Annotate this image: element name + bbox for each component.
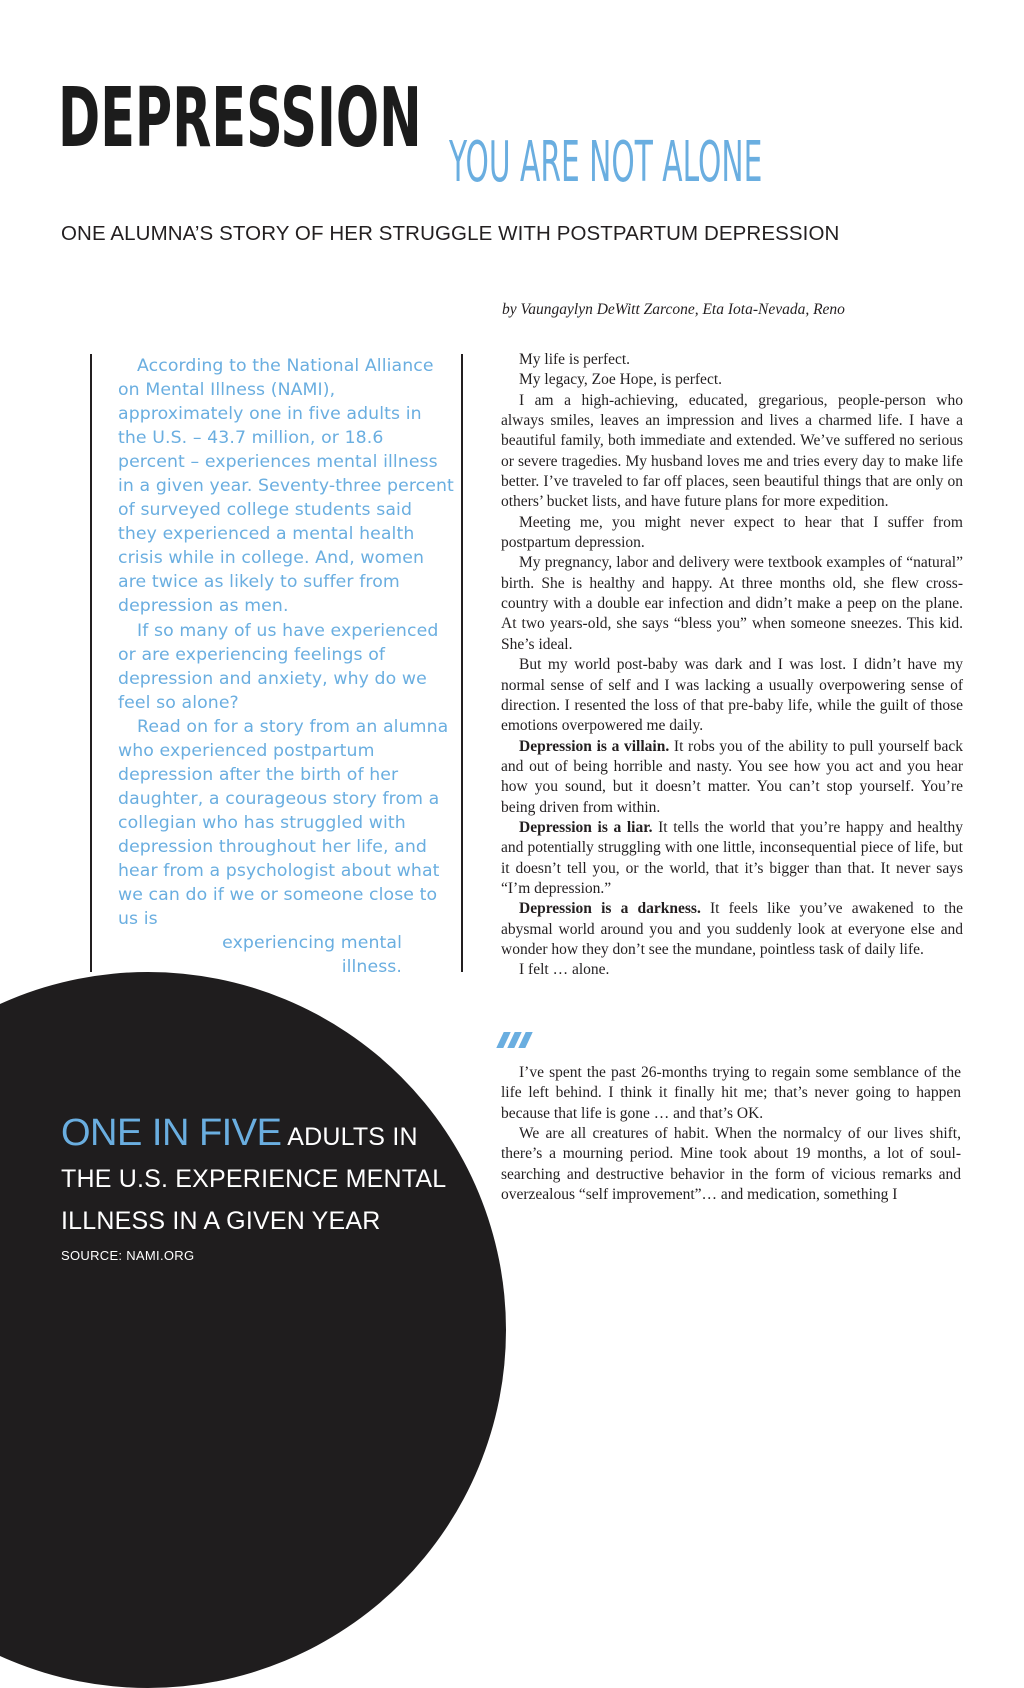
stat-line: THE U.S. EXPERIENCE MENTAL: [61, 1165, 447, 1193]
body-paragraph: Meeting me, you might never expect to hear that I suffer from postpartum depression.: [501, 513, 963, 552]
paragraph-text: It feels like you’ve awakened to the abysmal world around you and you suddenly look at everyone else and wonder how they don’t see the mundane, pointless task of daily life.: [501, 900, 963, 958]
body-paragraph: I’ve spent the past 26-months trying to regain some semblance of the life left behind. I think it finally hit me; that’s never going to happen because that life is gone … and that’s OK.: [501, 1064, 961, 1122]
body-paragraph: I felt … alone.: [519, 961, 610, 979]
article-body-continued: [501, 1063, 961, 1205]
lead-in: Depression is a darkness.: [519, 900, 701, 918]
body-paragraph: We are all creatures of habit. When the normalcy of our lives shift, there’s a mourning period. Mine took about 19 months, a lot of soul-searching and destructive behavior in the form of vicious remarks and overzealous “self improvement”… and medication, something I: [501, 1125, 961, 1204]
stat-line: ADULTS IN: [287, 1123, 418, 1151]
article-tagline: YOU ARE NOT ALONE: [449, 130, 763, 195]
paragraph-text: It tells the world that you’re happy and healthy and potentially struggling with one little, inconsequential piece of life, but it doesn’t tell you, or the world, that it’s bigger than that. It never says “I’m depression.”: [501, 818, 963, 897]
stat-callout: [61, 1112, 461, 1263]
intro-sidebar: [118, 354, 454, 979]
body-paragraph: But my world post-baby was dark and I was lost. I didn’t have my normal sense of self and I was lacking a usually overpowering sense of direction. I resented the loss of that pre-baby life, while the guilt of those emotions overpowered me daily.: [501, 656, 963, 735]
body-paragraph: [501, 818, 963, 899]
stat-highlight: ONE IN FIVE: [61, 1112, 282, 1154]
stat-source: SOURCE: NAMI.ORG: [61, 1248, 195, 1263]
intro-closing-line: experiencing mental: [222, 933, 402, 954]
stat-line: ILLNESS IN A GIVEN YEAR: [61, 1207, 381, 1235]
lead-in: Depression is a liar.: [519, 818, 653, 836]
intro-closing-line: illness.: [341, 957, 402, 978]
body-paragraph: [501, 899, 963, 960]
intro-paragraph: If so many of us have experienced or are experiencing feelings of depression and anxiety, why do we feel so alone?: [118, 620, 439, 713]
body-paragraph: My pregnancy, labor and delivery were textbook examples of “natural” birth. She is healthy and happy. At three months old, she flew cross-country with a double ear infection and didn’t make a peep on the plane. At two years-old, she says “bless you” when someone sneezes. This kid. She’s ideal.: [501, 554, 963, 653]
body-paragraph: [501, 737, 963, 818]
body-paragraph: My legacy, Zoe Hope, is perfect.: [519, 371, 722, 389]
article-body: [501, 350, 963, 981]
section-break-icon: [500, 1032, 529, 1048]
intro-left-rule: [90, 354, 92, 972]
intro-paragraph: Read on for a story from an alumna who experienced postpartum depression after the birth of her daughter, a courageous story from a collegian who has struggled with depression throughout her life, and hear from a psychologist about what we can do if we or someone close to us is: [118, 716, 449, 930]
paragraph-text: It robs you of the ability to pull yourself back and out of being horrible and nasty. You see how you act and you hear how you sound, but it doesn’t matter. You can’t stop yourself. You’re being driven from within.: [501, 737, 963, 816]
intro-right-rule: [461, 354, 463, 972]
lead-in: Depression is a villain.: [519, 737, 670, 755]
article-subtitle: ONE ALUMNA’S STORY OF HER STRUGGLE WITH POSTPARTUM DEPRESSION: [61, 222, 840, 245]
article-title: DEPRESSION: [58, 71, 422, 166]
callout-circle: [0, 972, 506, 1688]
body-paragraph: My life is perfect.: [519, 351, 631, 368]
body-paragraph: I am a high-achieving, educated, gregarious, people-person who always smiles, leaves an impression and lives a charmed life. I have a beautiful family, both immediate and extended. We’ve suffered no serious or severe tragedies. My husband loves me and tries every day to make life better. I’ve traveled to far off places, seen beautiful things that are only on others’ bucket lists, and have future plans for more expedition.: [501, 391, 963, 511]
byline: by Vaungaylyn DeWitt Zarcone, Eta Iota-Nevada, Reno: [502, 301, 845, 318]
intro-paragraph: According to the National Alliance on Mental Illness (NAMI), approximately one in five adults in the U.S. – 43.7 million, or 18.6 percent – experiences mental illness in a given year. Seventy-three percent of surveyed college students said they experienced a mental health crisis while in college. And, women are twice as likely to suffer from depression as men.: [118, 356, 454, 617]
